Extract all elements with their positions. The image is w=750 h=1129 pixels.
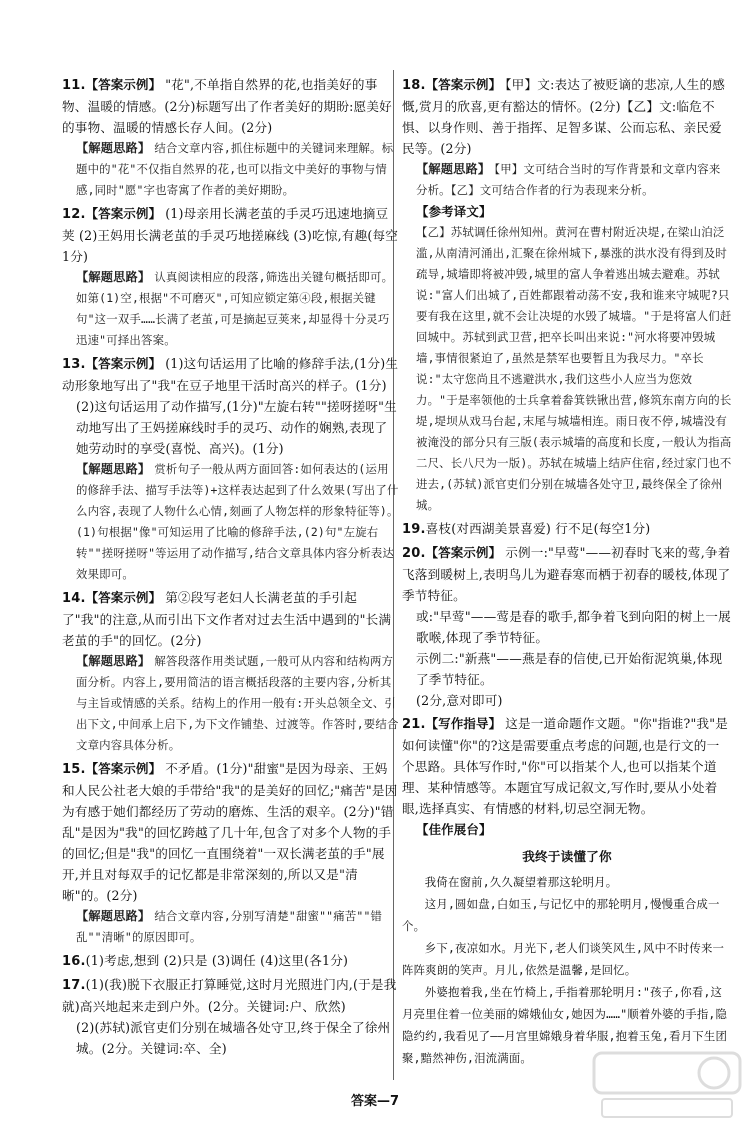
question-number: 16.: [62, 954, 86, 969]
answer-text-2: (2)这句话运用了动作描写,(1分)"左旋右转""搓呀搓呀"生动地写出了王妈搓麻线时手的灵巧、动作的娴熟,表现了她劳动时的享受(喜悦、高兴)。(1分): [76, 399, 397, 456]
answer-text: "花",不单指自然界的花,也指美好的事物、温暖的情感。(2分)标题写出了作者美好的期盼:愿美好的事物、温暖的情感长存人间。(2分): [62, 77, 392, 135]
think-text: 认真阅读相应的段落,筛选出关键句概括即可。如第(1)空,根据"不可磨灭",可知应锁定第④段,根据关键句"这一双手……长满了老茧,可是摘起豆荚来,却显得十分灵巧迅速"可择出答案。: [76, 270, 394, 347]
answer-text: 示例一:"早莺"——初春时飞来的莺,争着飞落到暖树上,表明鸟儿为避春寒而栖于初春的暖枝,体现了季节特征。: [402, 545, 731, 603]
question-16: [62, 950, 400, 972]
answer-text: (1)母亲用长满老茧的手灵巧迅速地摘豆荚 (2)王妈用长满老茧的手灵巧地搓麻线 (3)吃惊,有趣(每空1分): [62, 206, 399, 264]
question-11: [62, 74, 400, 201]
answer-text: 第②段写老妇人长满老茧的手引起了"我"的注意,从而引出下文作者对过去生活中遇到的"长满老茧的手"的回忆。(2分): [62, 590, 392, 648]
watermark-logo: [592, 1049, 742, 1123]
question-number: 13.: [62, 357, 86, 372]
answer-text: (1)这句话运用了比喻的修辞手法,(1分)生动形象地写出了"我"在豆子地里干活时高兴的样子。(1分): [62, 356, 399, 393]
answer-tag: 【答案示例】: [425, 545, 502, 560]
answer-text: (1)考虑,想到 (2)只是 (3)调任 (4)这里(各1分): [85, 953, 349, 968]
question-21: [402, 713, 732, 1069]
answer-text-2: 或:"早莺"——莺是春的歌手,都争着飞到向阳的树上一展歌喉,体现了季节特征。: [416, 609, 731, 645]
question-number: 20.: [402, 546, 426, 561]
question-number: 21.: [402, 717, 426, 732]
think-text: 赏析句子一般从两方面回答:如何表达的(运用的修辞手法、描写手法等)+这样表达起到了什么效果(写出了什么内容,表现了人物什么心情,刻画了人物怎样的形象特征等)。(1)句根据"像"可知运用了比喻的修辞手法,(2)句"左旋右转""搓呀搓呀"等运用了动作描写,结合文章具体内容分析表达效果即可。: [76, 462, 399, 581]
question-number: 19.: [402, 522, 426, 537]
question-number: 17.: [62, 978, 86, 993]
sample-essay-tag: 【佳作展台】: [416, 822, 492, 837]
think-text: 结合文章内容,抓住标题中的关键词来理解。标题中的"花"不仅指自然界的花,也可以指文中美好的事物与情感,同时"愿"字也寄寓了作者的美好期盼。: [76, 141, 394, 197]
think-tag: 【解题思路】: [416, 162, 491, 176]
sample-essay: [402, 871, 732, 1069]
question-number: 12.: [62, 207, 86, 222]
question-number: 18.: [402, 78, 426, 93]
question-13: [62, 353, 400, 585]
answer-text-4: (2分,意对即可): [416, 693, 503, 708]
left-column: [62, 74, 400, 1061]
answer-text-2: (2)(苏轼)派官吏们分别在城墙各处守卫,终于保全了徐州城。(2分。关键词:卒、全): [76, 1020, 391, 1056]
think-tag: 【解题思路】: [76, 654, 151, 668]
think-tag: 【解题思路】: [76, 141, 151, 155]
think-text: 解答段落作用类试题,一般可从内容和结构两方面分析。内容上,要用简洁的语言概括段落的主要内容,分析其与主旨或情感的关系。结构上的作用一般有:开头总领全文、引出下文,中间承上启下,为下文作铺垫、过渡等。作答时,要结合文章内容具体分析。: [76, 654, 399, 752]
right-column: [402, 74, 732, 1071]
question-number: 14.: [62, 591, 86, 606]
question-12: [62, 203, 400, 351]
answer-text: 不矛盾。(1分)"甜蜜"是因为母亲、王妈和人民公社老大娘的手带给"我"的是美好的回忆;"痛苦"是因为有感于她们都经历了劳动的磨炼、生活的艰辛。(2分)"错乱"是因为"我"的回忆跨越了几十年,包含了对多个人物的手的回忆;但是"我"的回忆一直围绕着"一双长满老茧的手"展开,并且对每双手的记忆都是非常深刻的,所以又是"清晰"的。(2分): [62, 761, 398, 903]
answer-tag: 【答案示例】: [85, 206, 162, 221]
reference-translation-tag: 【参考译文】: [416, 204, 492, 219]
question-19: [402, 518, 732, 540]
answer-tag: 【答案示例】: [85, 356, 162, 371]
think-tag: 【解题思路】: [76, 270, 151, 284]
question-17: [62, 974, 400, 1059]
question-14: [62, 587, 400, 756]
essay-paragraph: 我倚在窗前,久久凝望着那这轮明月。: [424, 875, 618, 889]
answer-tag: 【答案示例】: [425, 77, 502, 92]
answer-tag: 【答案示例】: [85, 590, 162, 605]
think-text: 结合文章内容,分别写清楚"甜蜜""痛苦""错乱""清晰"的原因即可。: [76, 909, 383, 944]
answer-text: 【甲】文:表达了被贬谪的悲凉,人生的感慨,赏月的欣喜,更有豁达的情怀。(2分)【乙】文:临危不惧、以身作则、善于指挥、足智多谋、公而忘私、亲民爱民等。(2分): [402, 77, 726, 156]
answer-tag: 【答案示例】: [85, 77, 162, 92]
answer-text-3: 示例二:"新燕"——燕是春的信使,已开始衔泥筑巢,体现了季节特征。: [416, 651, 723, 687]
question-number: 11.: [62, 78, 86, 93]
question-15: [62, 758, 400, 948]
answer-text: 喜枝(对西湖美景喜爱) 行不足(每空1分): [425, 521, 651, 536]
writing-guide-text: 这是一道命题作文题。"你"指谁?"我"是如何读懂"你"的?这是需要重点考虑的问题,也是行文的一个思路。具体写作时,"你"可以指某个人,也可以指某个道理、某种情感等。本题宜写成记叙文,写作时,要从小处着眼,选择真实、有情感的材料,切忌空洞无物。: [402, 716, 729, 816]
think-tag: 【解题思路】: [76, 462, 151, 476]
essay-paragraph: 乡下,夜凉如水。月光下,老人们谈笑风生,风中不时传来一阵阵爽朗的笑声。月儿,依然是温馨,是回忆。: [402, 941, 725, 977]
question-20: [402, 542, 732, 711]
essay-paragraph: 这月,圆如盘,白如玉,与记忆中的那轮明月,慢慢重合成一个。: [402, 897, 720, 933]
answer-text: (1)(我)脱下衣服正打算睡觉,这时月光照进门内,(于是我就)高兴地起来走到户外。(2分。关键词:户、欣然): [62, 977, 397, 1014]
question-number: 15.: [62, 762, 86, 777]
think-tag: 【解题思路】: [76, 909, 151, 923]
answer-tag: 【答案示例】: [85, 761, 162, 776]
writing-guide-tag: 【写作指导】: [425, 716, 502, 731]
reference-translation-text: 【乙】苏轼调任徐州知州。黄河在曹村附近决堤,在梁山泊泛滥,从南清河涌出,汇聚在徐州城下,暴涨的洪水没有得到及时疏导,城墙即将被冲毁,城里的富人争着逃出城去避难。苏轼说:"富人们出城了,百姓都跟着动荡不安,我和谁来守城呢?只要有我在这里,就不会让决堤的水毁了城墙。"于是将富人们赶回城中。苏轼到武卫营,把卒长叫出来说:"河水将要冲毁城墙,事情很紧迫了,虽然是禁军也要暂且为我尽力。"卒长说:"太守您尚且不逃避洪水,我们这些小人应当为您效力。"于是率领他的士兵拿着畚箕铁锹出营,修筑东南方向的长堤,堤坝从戏马台起,末尾与城墙相连。雨日夜不停,城墙没有被淹没的部分只有三版(表示城墙的高度和长度,一般认为指高二尺、长八尺为一版)。苏轼在城墙上结庐住宿,经过家门也不进去,(苏轼)派官吏们分别在城墙各处守卫,最终保全了徐州城。: [416, 225, 732, 512]
think-text: 【甲】文可结合当时的写作背景和文章内容来分析。【乙】文可结合作者的行为表现来分析。: [416, 162, 721, 197]
page-footer: 答案—7: [350, 1094, 400, 1109]
question-18: [402, 74, 732, 516]
essay-paragraph: 外婆抱着我,坐在竹椅上,手指着那轮明月:"孩子,你看,这月亮里住着一位美丽的嫦娥仙女,她因为……"顺着外婆的手指,隐隐约约,我看见了——月宫里嫦娥身着华服,抱着玉兔,看月下生团聚,黯然神伤,泪流满面。: [402, 985, 728, 1065]
essay-title: 我终于读懂了你: [522, 849, 612, 864]
